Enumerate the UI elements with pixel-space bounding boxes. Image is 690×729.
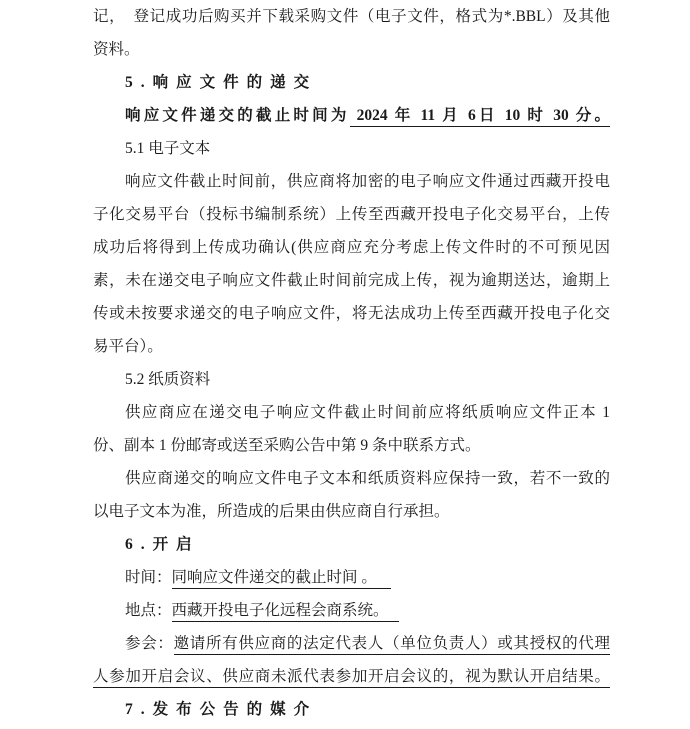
attendance-line-1 xyxy=(93,627,610,660)
carryover-line-2: 资料。 xyxy=(93,41,140,58)
electronic-paragraph-line: 成功后将得到上传成功确认(供应商应充分考虑上传文件时的不可预见因 xyxy=(93,239,610,256)
section5-1-heading: 5.1 电子文本 xyxy=(125,140,211,157)
electronic-paragraph-line: 素，未在递交电子响应文件截止时间前完成上传，视为逾期送达，逾期上 xyxy=(93,272,610,289)
paper-paragraph2-line: 供应商递交的响应文件电子文本和纸质资料应保持一致，若不一致的 xyxy=(125,470,610,487)
opening-place-line xyxy=(93,594,610,627)
section5-2-heading: 5.2 纸质资料 xyxy=(125,371,211,388)
section5-heading: 5.响应文件的递交 xyxy=(125,74,318,91)
attendance-line-2 xyxy=(93,660,610,693)
opening-time-line xyxy=(93,561,610,594)
deadline-label: 响应文件递交的截止时间为 xyxy=(125,107,350,124)
attendance-label: 参会： xyxy=(125,635,174,652)
opening-place-label: 地点： xyxy=(125,602,172,619)
opening-time-value: 同响应文件递交的截止时间 。 xyxy=(172,569,391,589)
paper-paragraph2-line: 以电子文本为准，所造成的后果由供应商自行承担。 xyxy=(93,503,450,520)
opening-time-label: 时间： xyxy=(125,569,172,586)
document-text-block xyxy=(93,0,610,726)
electronic-paragraph-line: 响应文件截止时间前，供应商将加密的电子响应文件通过西藏开投电 xyxy=(125,173,610,190)
carryover-line-1: 记， 登记成功后购买并下载采购文件（电子文件，格式为*.BBL）及其他 xyxy=(93,8,610,25)
electronic-paragraph-line: 易平台）。 xyxy=(93,338,163,355)
paper-paragraph1-line: 份、副本 1 份邮寄或送至采购公告中第 9 条中联系方式。 xyxy=(93,437,481,454)
paper-paragraph1-line: 供应商应在递交电子响应文件截止时间前应将纸质响应文件正本 1 xyxy=(125,404,610,421)
electronic-paragraph-line: 子化交易平台（投标书编制系统）上传至西藏开投电子化交易平台，上传 xyxy=(93,206,610,223)
section7-heading: 7.发布公告的媒介 xyxy=(125,701,318,718)
attendance-value: 人参加开启会议、供应商未派代表参加开启会议的，视为默认开启结果。 xyxy=(93,668,610,688)
deadline-value: 2024 年 11 月 6日 10 时 30 分。 xyxy=(350,107,610,127)
electronic-paragraph-line: 传或未按要求递交的电子响应文件，将无法成功上传至西藏开投电子化交 xyxy=(93,305,610,322)
deadline-line xyxy=(93,99,610,132)
section6-heading: 6.开启 xyxy=(125,536,200,553)
opening-place-value: 西藏开投电子化远程会商系统。 xyxy=(172,602,399,622)
attendance-value: 邀请所有供应商的法定代表人（单位负责人）或其授权的代理 xyxy=(174,635,610,655)
